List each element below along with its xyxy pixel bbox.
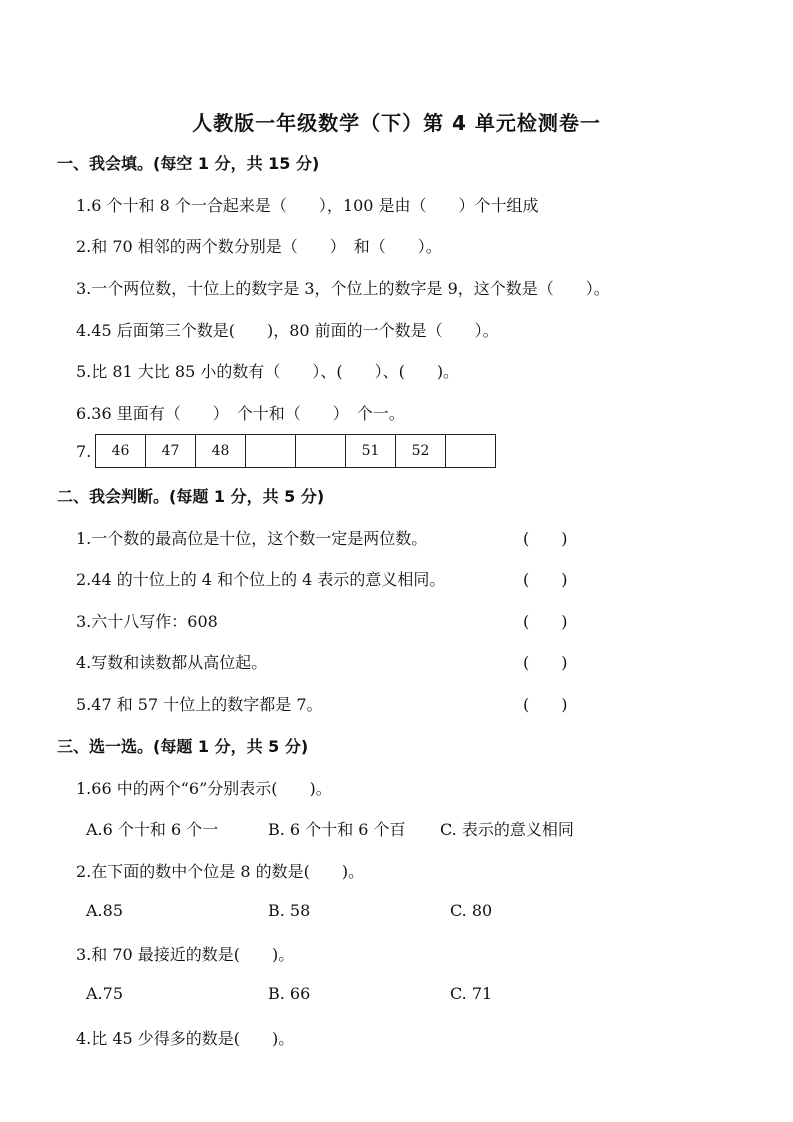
sequence-cell: 46 bbox=[96, 435, 146, 467]
choice-question-2: 2.在下面的数中个位是 8 的数是( )。 bbox=[76, 862, 365, 881]
sequence-cell: 47 bbox=[146, 435, 196, 467]
choice-question-4: 4.比 45 少得多的数是( )。 bbox=[76, 1029, 295, 1048]
choice-option-c[interactable]: C. 80 bbox=[450, 901, 493, 920]
choice-option-b[interactable]: B. 58 bbox=[268, 901, 311, 920]
sequence-cell: 52 bbox=[396, 435, 446, 467]
sequence-cell-blank[interactable] bbox=[296, 435, 346, 467]
judge-answer-blank[interactable]: ( ) bbox=[523, 612, 568, 631]
choice-option-b[interactable]: B. 66 bbox=[268, 984, 311, 1003]
fill-question-1: 1.6 个十和 8 个一合起来是（ ），100 是由（ ）个十组成 bbox=[76, 196, 539, 215]
fill-question-6: 6.36 里面有（ ） 个十和（ ） 个一。 bbox=[76, 404, 405, 423]
fill-question-7-label: 7. bbox=[76, 442, 92, 461]
choice-option-c[interactable]: C. 71 bbox=[450, 984, 493, 1003]
judge-question-4: 4.写数和读数都从高位起。 bbox=[76, 653, 268, 672]
judge-answer-blank[interactable]: ( ) bbox=[523, 570, 568, 589]
judge-question-5: 5.47 和 57 十位上的数字都是 7。 bbox=[76, 695, 323, 714]
section-heading-choose: 三、选一选。(每题 1 分，共 5 分) bbox=[57, 737, 309, 756]
judge-question-2: 2.44 的十位上的 4 和个位上的 4 表示的意义相同。 bbox=[76, 570, 446, 589]
choice-option-a[interactable]: A.85 bbox=[86, 901, 123, 920]
fill-question-4: 4.45 后面第三个数是( )，80 前面的一个数是（ ）。 bbox=[76, 321, 499, 340]
judge-question-3: 3.六十八写作：608 bbox=[76, 612, 218, 631]
fill-question-3: 3.一个两位数，十位上的数字是 3，个位上的数字是 9，这个数是（ ）。 bbox=[76, 279, 610, 298]
sequence-cell-blank[interactable] bbox=[246, 435, 296, 467]
judge-question-1: 1.一个数的最高位是十位，这个数一定是两位数。 bbox=[76, 529, 428, 548]
choice-option-c[interactable]: C. 表示的意义相同 bbox=[440, 820, 574, 839]
section-heading-judge: 二、我会判断。(每题 1 分，共 5 分) bbox=[57, 487, 325, 506]
choice-question-1: 1.66 中的两个“6”分别表示( )。 bbox=[76, 779, 332, 798]
choice-question-3: 3.和 70 最接近的数是( )。 bbox=[76, 945, 295, 964]
number-sequence-table bbox=[95, 434, 496, 468]
judge-answer-blank[interactable]: ( ) bbox=[523, 653, 568, 672]
fill-question-5: 5.比 81 大比 85 小的数有（ ）、( ）、( )。 bbox=[76, 362, 460, 381]
judge-answer-blank[interactable]: ( ) bbox=[523, 695, 568, 714]
choice-option-a[interactable]: A.6 个十和 6 个一 bbox=[86, 820, 219, 839]
choice-option-b[interactable]: B. 6 个十和 6 个百 bbox=[268, 820, 406, 839]
section-heading-fill: 一、我会填。(每空 1 分，共 15 分) bbox=[57, 154, 320, 173]
fill-question-2: 2.和 70 相邻的两个数分别是（ ） 和（ ）。 bbox=[76, 237, 442, 256]
judge-answer-blank[interactable]: ( ) bbox=[523, 529, 568, 548]
sequence-cell-blank[interactable] bbox=[446, 435, 495, 467]
choice-option-a[interactable]: A.75 bbox=[86, 984, 123, 1003]
sequence-cell: 51 bbox=[346, 435, 396, 467]
sequence-cell: 48 bbox=[196, 435, 246, 467]
page-title: 人教版一年级数学（下）第 4 单元检测卷一 bbox=[192, 111, 601, 135]
